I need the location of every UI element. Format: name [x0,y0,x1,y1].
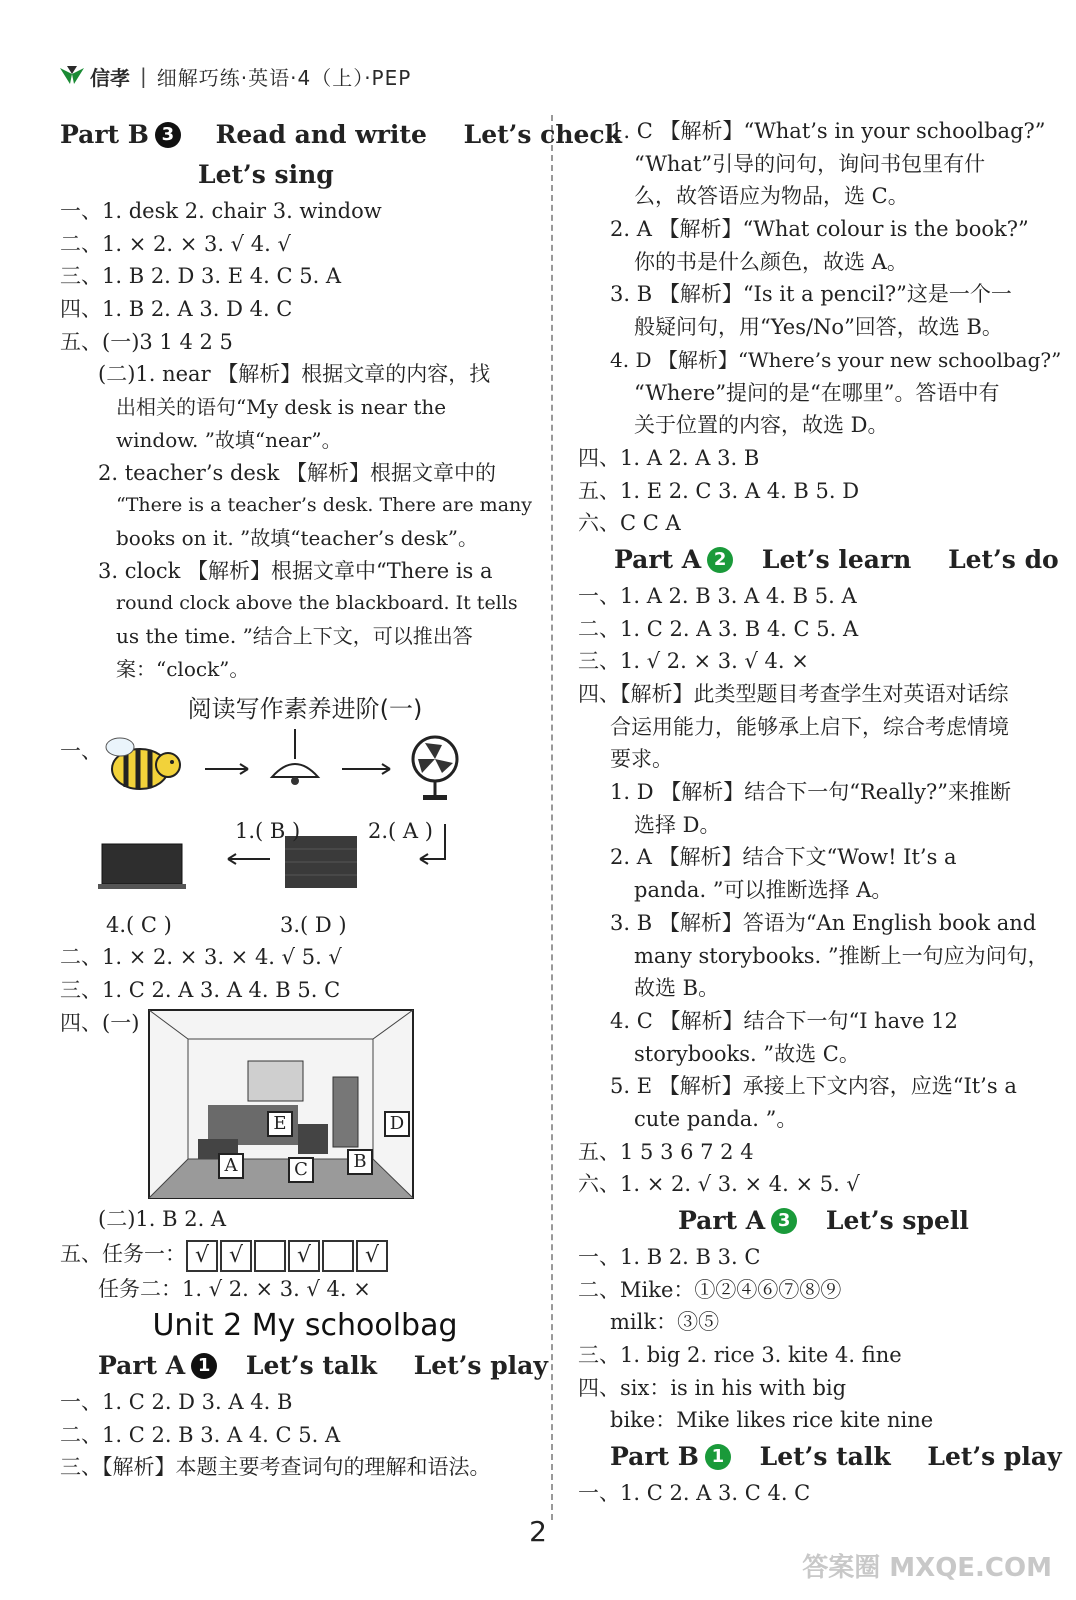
room-picture [60,1007,550,1203]
number-3-icon: 3 [155,122,181,148]
answer-line: 3. B 【解析】答语为“An English book and [610,910,1037,935]
answer-line: 任务二：1. √ 2. × 3. √ 4. × [98,1277,371,1302]
part-title-2: Let’s check [463,120,622,149]
answer-line: 五、1. E 2. C 3. A 4. B 5. D [578,478,860,503]
answer-line: 关于位置的内容，故选 D。 [634,413,889,438]
answer-line: 五、(一)3 1 4 2 5 [60,329,233,354]
answer-line: 么，故答语应为物品，选 C。 [634,184,909,209]
answer-line: “There is a teacher’s desk. There are many [116,494,532,517]
answer-line: 三、1. C 2. A 3. A 4. B 5. C [60,978,341,1002]
answer-line: 案：“clock”。 [116,656,250,681]
answer-line: many storybooks. ”推断上一句应为问句， [634,943,1049,968]
answer-line: 四、【解析】此类型题目考查学生对英语对话综 [578,682,1009,706]
part-title-1: Let’s spell [825,1206,969,1235]
number-1-icon: 1 [705,1444,731,1470]
answer-line: 六、C C A [578,511,681,536]
answer-line: bike：Mike likes rice kite nine [610,1408,934,1433]
label-a: A [218,1153,244,1179]
check-box: √ [288,1240,320,1272]
answer-line: 一、1. A 2. B 3. A 4. B 5. A [578,583,857,608]
answer-line: storybooks. ”故选 C。 [634,1041,860,1066]
header-separator: | [140,64,147,88]
answer-line: 合运用能力，能够承上启下，综合考虑情境 [610,714,1009,739]
answer-line: 故选 B。 [634,976,720,1001]
part-title-1: Let’s talk [245,1351,377,1381]
answer-line: books on it. ”故填“teacher’s desk”。 [116,525,479,550]
number-3-icon: 3 [771,1208,797,1234]
lamp-icon [272,729,318,785]
answer-line: (二)1. near 【解析】根据文章的内容，找 [98,362,491,387]
answer-line: 5. E 【解析】承接上下文内容，应选“It’s a [610,1074,1017,1099]
answer-line: 四、(一) [60,1010,140,1035]
answer-line: 二、1. C 2. A 3. B 4. C 5. A [578,616,859,641]
left-column [60,115,622,1484]
section-heading-part-b-3 [60,115,622,155]
answer-line: 一、 [60,739,102,764]
answer-line: 要求。 [610,747,673,772]
answer-line: 一、1. C 2. D 3. A 4. B [60,1390,293,1415]
answer-line: 一、1. C 2. A 3. C 4. C [578,1481,811,1506]
part-title-2: Let’s play [413,1351,548,1381]
room-illustration [148,1009,414,1199]
section-heading-part-a-1 [60,1346,550,1386]
answer-line: 一、1. B 2. B 3. C [578,1245,761,1269]
answer-line: milk：③⑤ [610,1310,720,1335]
check-box [254,1240,286,1272]
answer-line: 二、1. × 2. × 3. √ 4. √ [60,231,291,256]
answer-line: “Where”提问的是“在哪里”。答语中有 [634,380,1000,405]
number-1-icon: 1 [191,1353,217,1379]
answer-line: 五、1 5 3 6 7 2 4 [578,1139,754,1164]
reading-section-title: 阅读写作素养进阶(一) [187,695,423,724]
answer-line: 六、1. × 2. √ 3. × 4. × 5. √ [578,1172,860,1197]
section-heading-part-a-2 [578,540,1059,580]
watermark: 答案圈 MXQE.COM [802,1553,1052,1583]
answer-line: 选择 D。 [634,812,721,837]
check-box: √ [356,1240,388,1272]
answer-line: us the time. ”结合上下文，可以推出答 [116,623,473,648]
book-logo-icon [58,64,86,88]
fan-icon [413,737,457,800]
page-header [58,58,411,94]
answer-line: window. ”故填“near”。 [116,427,342,452]
answer-line: 二、Mike：①②④⑥⑦⑧⑨ [578,1277,842,1302]
answer-line: (二)1. B 2. A [98,1206,227,1231]
task-one-row [60,1235,550,1273]
answer-line: 2. teacher’s desk 【解析】根据文章中的 [98,460,497,485]
number-2-icon: 2 [707,547,733,573]
part-title-1: Let’s learn [761,544,912,574]
answer-line: 2.( A ) [368,819,433,844]
book-title: 细解巧练·英语·4（上）·PEP [156,65,412,90]
answer-line: 一、1. desk 2. chair 3. window [60,199,382,223]
part-title-3: Let’s sing [198,160,334,189]
answer-line: panda. ”可以推断选择 A。 [634,878,893,903]
answer-line: 四、six：is in his with big [578,1375,847,1400]
part-label: Part B [60,120,149,149]
part-title-2: Let’s play [927,1442,1062,1472]
part-label: Part A [678,1206,766,1235]
answer-line: 1. C 【解析】“What’s in your schoolbag?” [610,119,1046,143]
check-box: √ [220,1240,252,1272]
part-label: Part A [614,544,702,574]
part-title-1: Read and write [215,120,427,149]
answer-line: cute panda. ”。 [634,1106,798,1131]
part-title-1: Let’s talk [759,1442,891,1472]
answer-line: 2. A 【解析】“What colour is the book?” [610,217,1029,242]
unit-title: Unit 2 My schoolbag [152,1308,458,1344]
answer-line: 四、1. A 2. A 3. B [578,445,760,470]
answer-line: 4. C 【解析】结合下一句“I have 12 [610,1008,958,1033]
answer-line: 3. clock 【解析】根据文章中“There is a [98,558,493,583]
part-label: Part A [98,1351,186,1381]
brand-name: 信孝 [90,65,130,90]
column-divider [551,115,553,1520]
answer-line: 4.( C ) [106,913,172,938]
check-box: √ [186,1240,218,1272]
part-title-2: Let’s do [948,544,1059,574]
answer-line: 出相关的语句“My desk is near the [116,395,447,420]
answer-line: “What”引导的问句，询问书包里有什 [634,151,986,176]
section-heading-part-b-1 [578,1437,1062,1477]
answer-line: 三、1. B 2. D 3. E 4. C 5. A [60,264,342,289]
bee-icon [106,738,180,789]
section-heading-part-a-3 [578,1201,1048,1241]
answer-line: 3. B 【解析】“Is it a pencil?”这是一个一 [610,282,1012,307]
answer-line: 四、1. B 2. A 3. D 4. C [60,297,293,322]
answer-line: 五、任务一： [60,1242,186,1267]
page-number: 2 [529,1515,547,1548]
answer-line: round clock above the blackboard. It tells [116,592,518,615]
answer-line: 般疑问句，用“Yes/No”回答，故选 B。 [634,315,1003,340]
answer-line: 三、1. big 2. rice 3. kite 4. fine [578,1343,902,1368]
part-label: Part B [610,1442,699,1472]
label-b: B [347,1149,373,1175]
answer-line: 2. A 【解析】结合下文“Wow! It’s a [610,845,957,870]
answer-line: 1.( B ) [235,819,301,844]
answer-line: 二、1. C 2. B 3. A 4. C 5. A [60,1422,341,1447]
answer-line: 二、1. × 2. × 3. × 4. √ 5. √ [60,945,342,970]
answer-line: 你的书是什么颜色，故选 A。 [634,249,908,274]
answer-line: 1. D 【解析】结合下一句“Really?”来推断 [610,780,1012,805]
label-d: D [384,1111,410,1137]
right-column [578,115,1062,1510]
answer-line: 三、1. √ 2. × 3. √ 4. × [578,649,809,674]
label-c: C [288,1157,314,1183]
answer-line: 三、【解析】本题主要考查词句的理解和语法。 [60,1455,491,1480]
picture-sequence [60,729,550,941]
answer-line: 4. D 【解析】“Where’s your new schoolbag?” [610,347,1062,372]
answer-line: 3.( D ) [280,913,347,938]
label-e: E [267,1111,293,1137]
check-box [322,1240,354,1272]
